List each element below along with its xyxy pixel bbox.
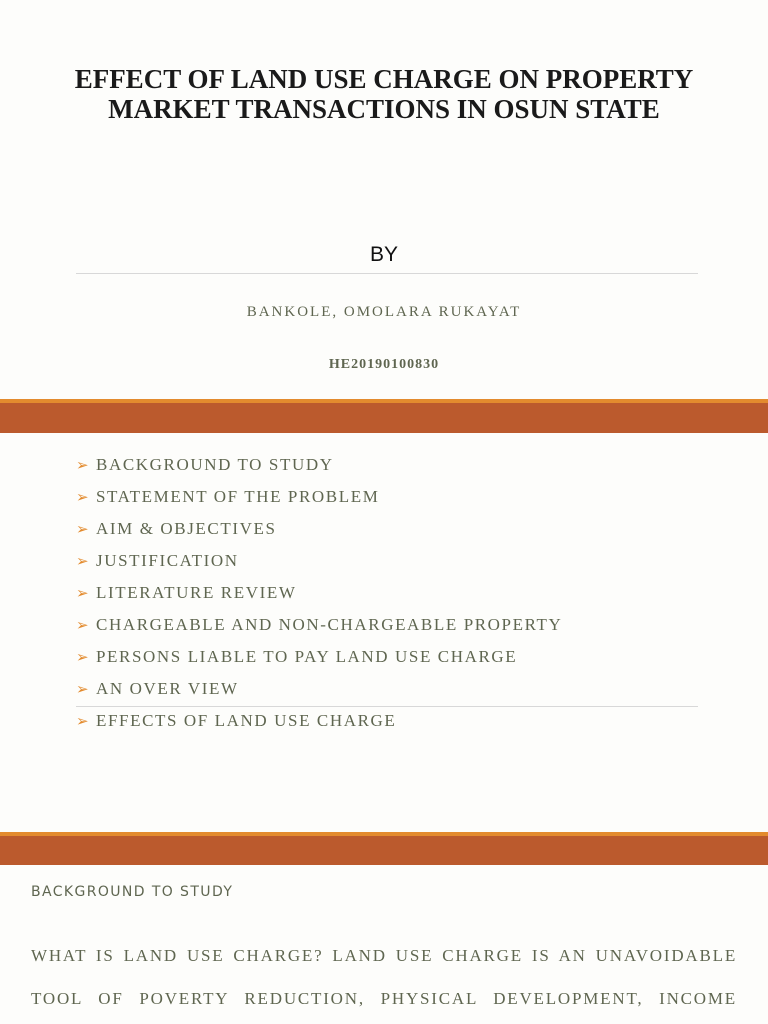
author-name: BANKOLE, OMOLARA RUKAYAT	[246, 304, 522, 320]
outline-item	[76, 609, 698, 641]
outline-item-label: LITERATURE REVIEW	[96, 583, 297, 602]
arrow-right-icon: ➢	[76, 616, 91, 634]
background-paragraph	[31, 934, 737, 1020]
outline-item-label: CHARGEABLE AND NON-CHARGEABLE PROPERTY	[96, 615, 563, 634]
document-title: EFFECT OF LAND USE CHARGE ON PROPERTY MARKET TRANSACTIONS IN OSUN STATE	[74, 64, 694, 124]
divider-line	[76, 706, 698, 707]
outline-item-label: STATEMENT OF THE PROBLEM	[96, 487, 380, 506]
outline-item-label: AIM & OBJECTIVES	[96, 519, 277, 538]
arrow-right-icon: ➢	[76, 712, 91, 730]
arrow-right-icon: ➢	[76, 680, 91, 698]
slide-separator-band	[0, 832, 768, 866]
outline-item-label: PERSONS LIABLE TO PAY LAND USE CHARGE	[96, 647, 518, 666]
arrow-right-icon: ➢	[76, 456, 91, 474]
outline-item	[76, 481, 698, 513]
outline-item	[76, 641, 698, 673]
outline-item	[76, 449, 698, 481]
outline-item	[76, 513, 698, 545]
by-label: BY	[369, 243, 398, 266]
paragraph-line: TOOL OF POVERTY REDUCTION, PHYSICAL DEVELOPMENT, INCOME	[31, 989, 737, 1008]
arrow-right-icon: ➢	[76, 520, 91, 538]
arrow-right-icon: ➢	[76, 648, 91, 666]
slide-separator-band	[0, 399, 768, 433]
outline-item	[76, 545, 698, 577]
outline-item-label: JUSTIFICATION	[96, 551, 239, 570]
registration-number: HE20190100830	[328, 357, 440, 372]
section-heading: BACKGROUND TO STUDY	[31, 884, 234, 900]
divider-line	[76, 273, 698, 274]
outline-list	[76, 449, 698, 737]
arrow-right-icon: ➢	[76, 584, 91, 602]
outline-item	[76, 705, 698, 737]
arrow-right-icon: ➢	[76, 488, 91, 506]
outline-item	[76, 673, 698, 705]
outline-item-label: BACKGROUND TO STUDY	[96, 455, 334, 474]
outline-item-label: EFFECTS OF LAND USE CHARGE	[96, 711, 397, 730]
cover-slide	[0, 0, 768, 400]
paragraph-line: WHAT IS LAND USE CHARGE? LAND USE CHARGE IS AN UNAVOIDABLE	[31, 946, 737, 965]
arrow-right-icon: ➢	[76, 552, 91, 570]
outline-item-label: AN OVER VIEW	[96, 679, 239, 698]
outline-item	[76, 577, 698, 609]
